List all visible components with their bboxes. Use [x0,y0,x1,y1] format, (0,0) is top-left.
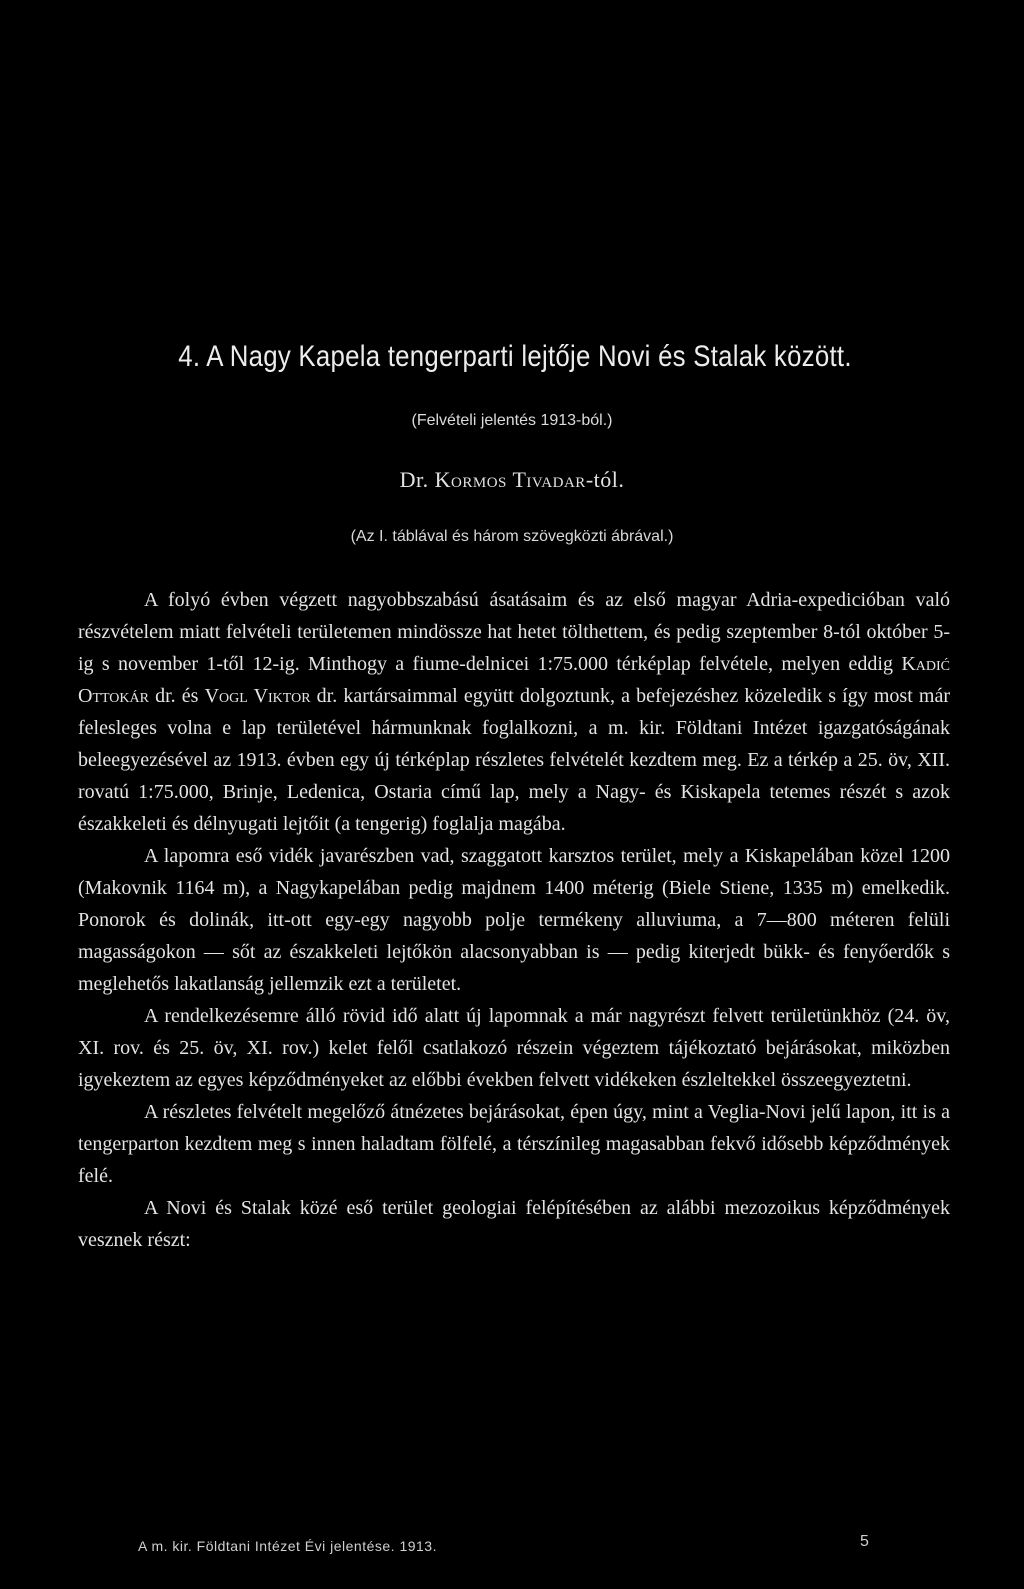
author-line [0,467,1024,493]
figure-note: (Az I. táblával és három szövegközti ábrával.) [350,528,674,545]
author-suffix: -tól. [585,467,625,492]
subtitle: (Felvételi jelentés 1913-ból.) [411,412,613,429]
page-number: 5 [860,1533,869,1550]
person-name-vogl: Vogl Viktor [204,685,311,707]
paragraph-3: A rendelkezésemre álló rövid idő alatt új lapomnak a már nagyrészt felvett területünkhöz (24. öv, XI. rov. és 25. öv, XI. rov.) kelet felől csatlakozó részein végeztem tájékoztató bejárásokat, miközben igyekeztem az egyes képződményeket az előbbi években felvett vidékeken észleltekkel összeegyeztetni. [78,1005,950,1091]
paragraph-5: A Novi és Stalak közé eső terület geologiai felépítésében az alábbi mezozoikus képződmények vesznek részt: [78,1197,950,1251]
person-name-kadic: Kadić Ottokár [78,653,950,707]
paragraph-1-part-3: dr. kartársaimmal együtt dolgoztunk, a befejezéshez közeledik s így most már felesleges volna e lap területével hármunknak foglalkozni, a m. kir. Földtani Intézet igazgatóságának beleegyezésével az 1913. évben egy új térképlap részletes felvételét kezdtem meg. Ez a térkép a 25. öv, XII. rovatú 1:75.000, Brinje, Ledenica, Ostaria című lap, mely a Nagy- és Kiskapela tetemes részét s azok északkeleti és délnyugati lejtőit (a tengerig) foglalja magába. [78,685,950,835]
author-name: Kormos Tivadar [434,467,586,492]
paragraph-1-part-1: A folyó évben végzett nagyobbszabású ásatásaim és az első magyar Adria-expedicióban való részvételem miatt felvételi területemen mindössze hat hetet tölthettem, és pedig szeptember 8-tól október 5-ig s november 1-től 12-ig. Minthogy a fiume-delnicei 1:75.000 térképlap felvétele, melyen eddig [78,589,950,675]
author-prefix: Dr. [399,467,435,492]
paragraph-1 [78,584,950,840]
page-title: 4. A Nagy Kapela tengerparti lejtője Novi és Stalak között. [178,340,852,373]
paragraph-4: A részletes felvételt megelőző átnézetes bejárásokat, épen úgy, mint a Veglia-Novi jelű lapon, itt is a tengerparton kezdtem meg s innen haladtam fölfelé, a térszínileg magasabban fekvő idősebb képződmények felé. [78,1101,950,1187]
running-footer: A m. kir. Földtani Intézet Évi jelentése. 1913. [138,1538,437,1554]
paragraph-1-part-2: dr. és [148,685,205,707]
paragraph-2: A lapomra eső vidék javarészben vad, szaggatott karsztos terület, mely a Kiskapelában közel 1200 (Makovnik 1164 m), a Nagykapelában pedig majdnem 1400 méterig (Biele Stiene, 1335 m) emelkedik. Ponorok és dolinák, itt-ott egy-egy nagyobb polje termékeny alluviuma, a 7—800 méteren felüli magasságokon — sőt az északkeleti lejtőkön alacsonyabban is — pedig kiterjedt bükk- és fenyőerdők s meglehetős lakatlanság jellemzik ezt a területet. [78,845,950,995]
body-text [78,584,950,1256]
